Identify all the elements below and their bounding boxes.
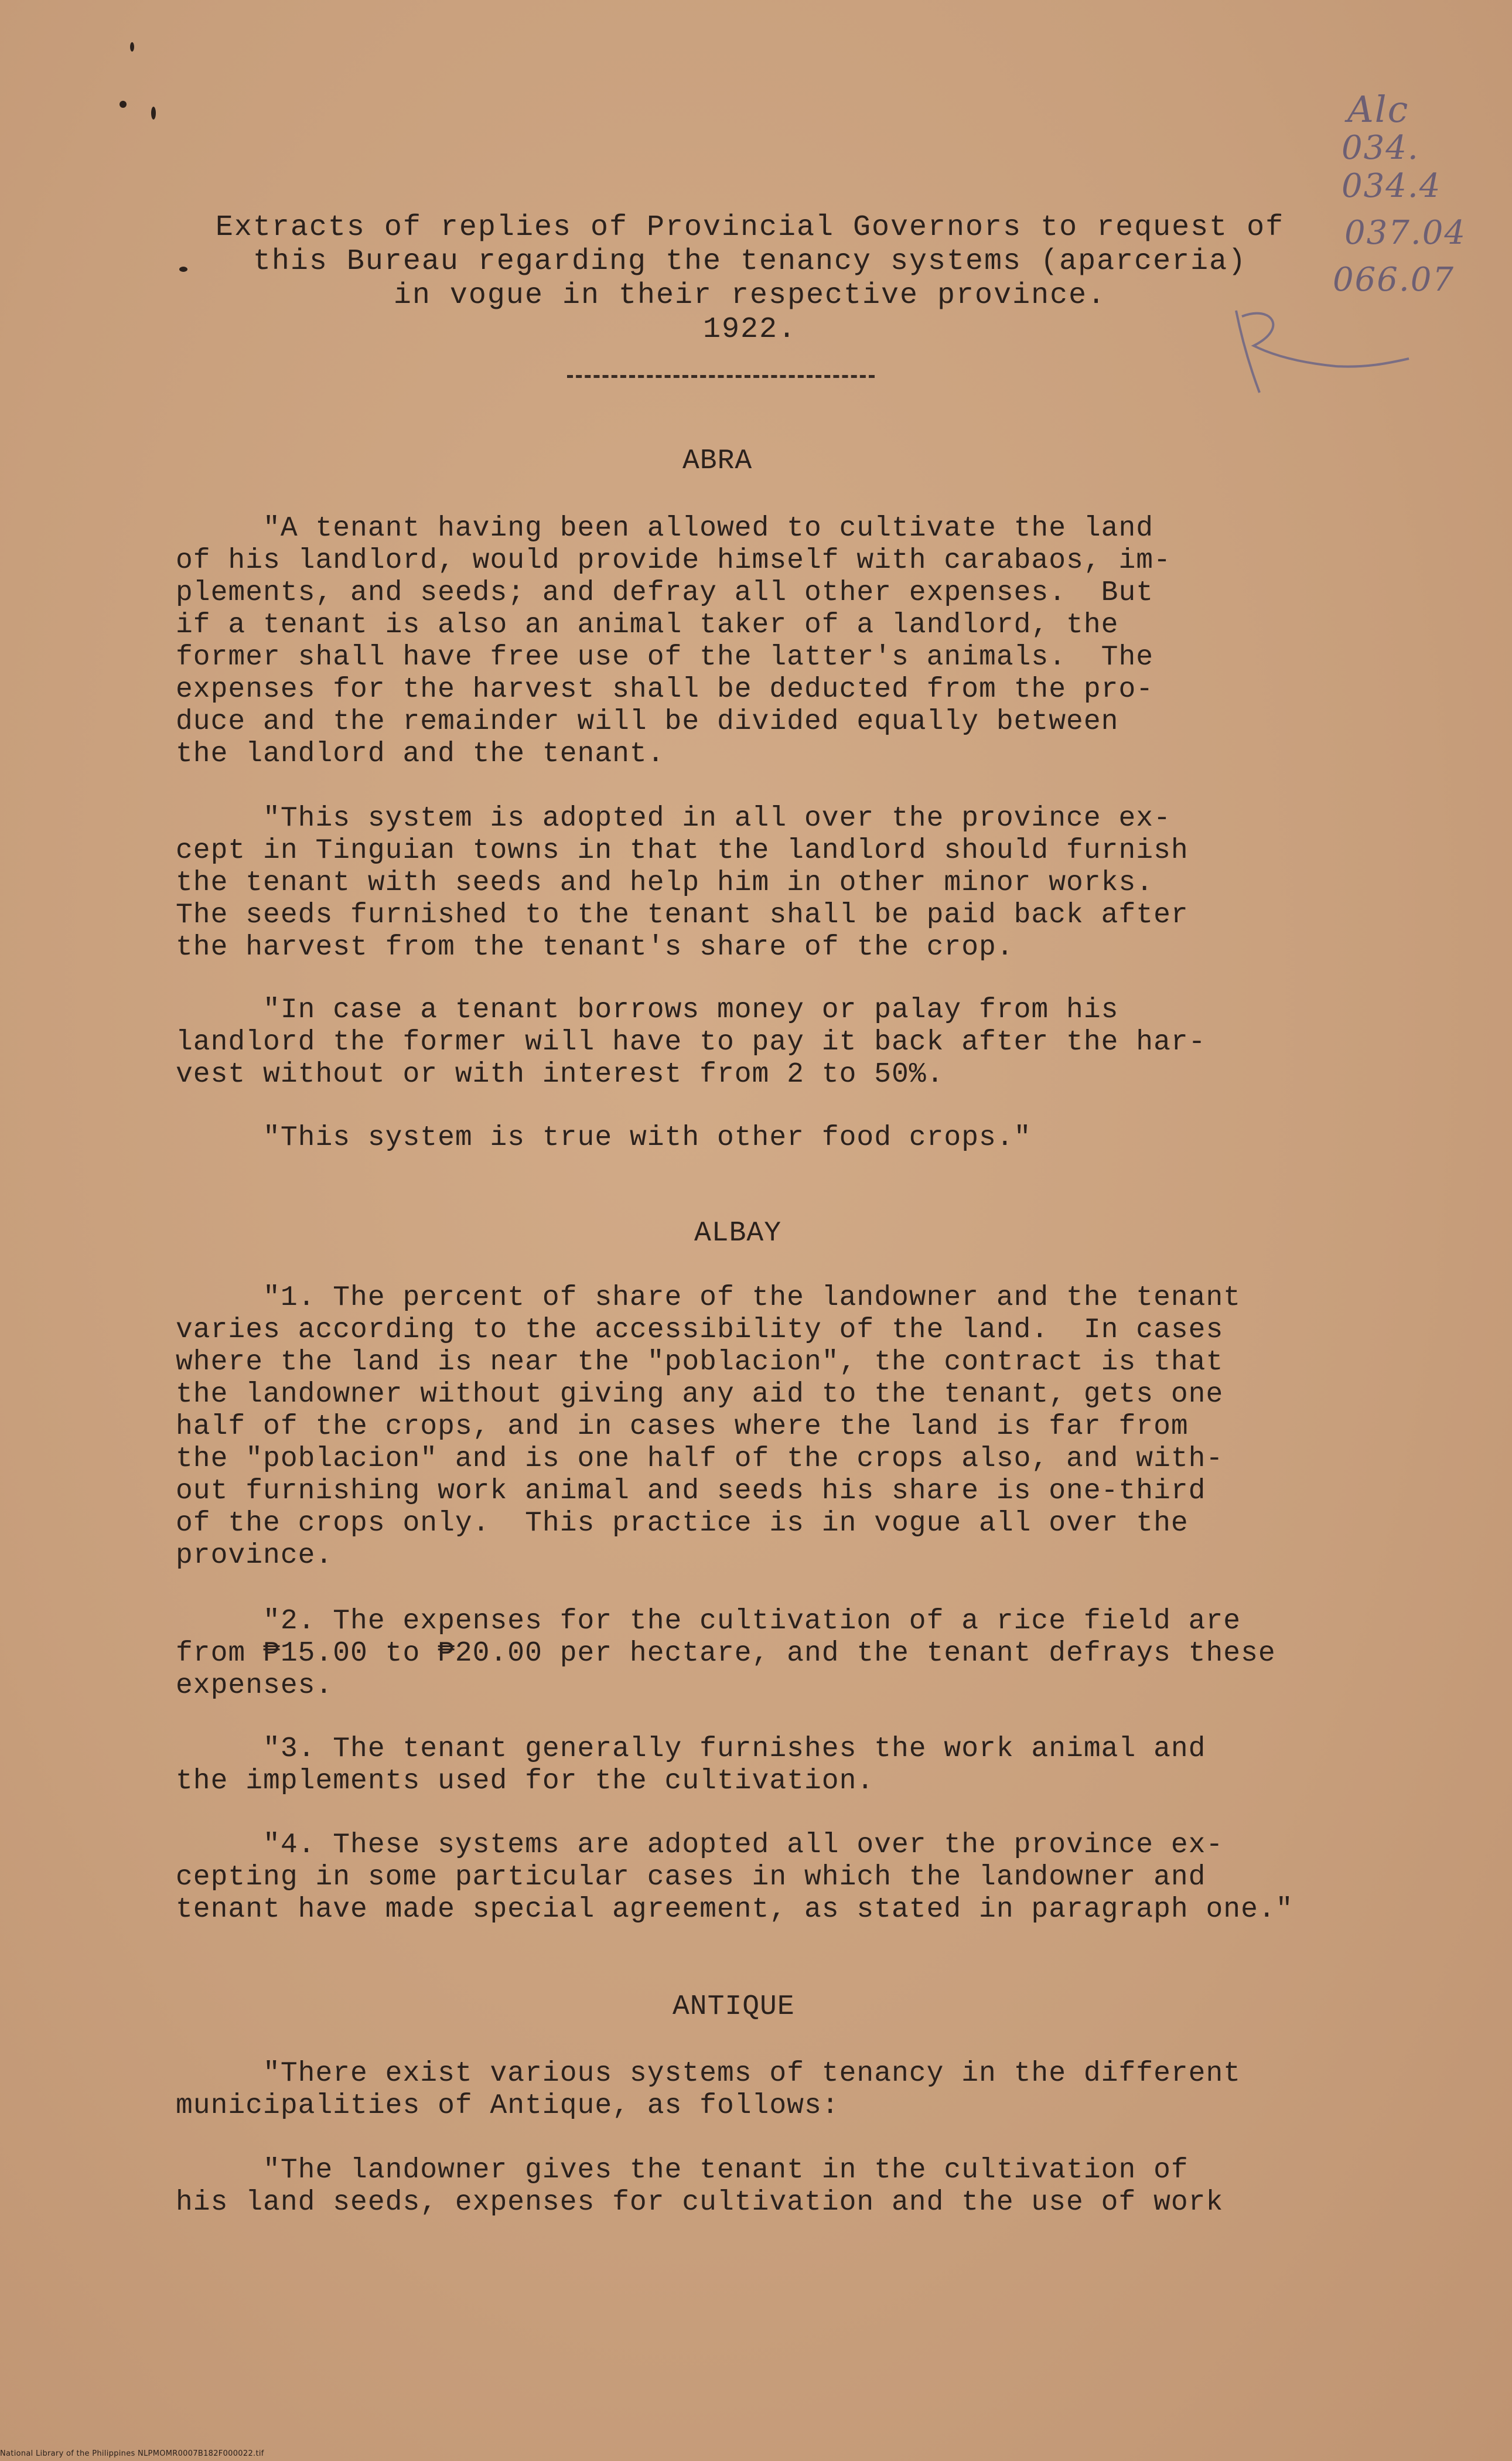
text-line: expenses. (176, 1670, 333, 1702)
text-line: "This system is true with other food crops." (176, 1122, 1032, 1154)
text-line: expenses for the harvest shall be deducted from the pro- (176, 674, 1154, 705)
text-line: tenant have made special agreement, as stated in paragraph one." (176, 1894, 1293, 1925)
text-line: plements, and seeds; and defray all other expenses. But (176, 577, 1154, 609)
ink-speck (151, 107, 156, 120)
albay-paragraph-3 (176, 1733, 1383, 1798)
text-line: from ₱15.00 to ₱20.00 per hectare, and the tenant defrays these (176, 1638, 1276, 1669)
title-line-1: Extracts of replies of Provincial Governors to request of (215, 211, 1285, 244)
scan-footer: National Library of the Philippines NLPMOMR0007B182F000022.tif (0, 2449, 264, 2458)
text-line: former shall have free use of the latter's animals. The (176, 642, 1154, 673)
text-line: "3. The tenant generally furnishes the work animal and (176, 1733, 1206, 1765)
abra-paragraph-4 (176, 1122, 1383, 1154)
text-line: of the crops only. This practice is in vogue all over the (176, 1508, 1189, 1539)
ink-speck (130, 42, 134, 52)
albay-paragraph-2 (176, 1606, 1383, 1702)
title-line-4: 1922. (702, 313, 797, 346)
antique-paragraph-1 (176, 2058, 1383, 2122)
text-line: "1. The percent of share of the landowner and the tenant (176, 1282, 1241, 1314)
text-line: the implements used for the cultivation. (176, 1765, 875, 1797)
text-line: cepting in some particular cases in which the landowner and (176, 1862, 1206, 1893)
margin-note-5: 066.07 (1333, 261, 1455, 299)
text-line: the landowner without giving any aid to the tenant, gets one (176, 1379, 1224, 1410)
text-line: "A tenant having been allowed to cultivate the land (176, 513, 1154, 544)
section-heading-albay: ALBAY (694, 1218, 782, 1249)
text-line: duce and the remainder will be divided equally between (176, 706, 1119, 738)
text-line: "The landowner gives the tenant in the cultivation of (176, 2155, 1189, 2186)
text-line: the harvest from the tenant's share of the crop. (176, 932, 1014, 963)
text-line: The seeds furnished to the tenant shall be paid back after (176, 899, 1189, 931)
title-line-3: in vogue in their respective province. (393, 279, 1107, 312)
margin-note-2: 034. (1342, 129, 1419, 167)
text-line: "There exist various systems of tenancy in the different (176, 2058, 1241, 2090)
text-line: out furnishing work animal and seeds his share is one-third (176, 1475, 1206, 1507)
margin-note-1: Alc (1347, 88, 1409, 131)
text-line: cept in Tinguian towns in that the landlord should furnish (176, 835, 1189, 867)
text-line: municipalities of Antique, as follows: (176, 2090, 839, 2122)
abra-paragraph-3 (176, 994, 1383, 1091)
antique-paragraph-2 (176, 2155, 1383, 2219)
text-line: province. (176, 1540, 333, 1572)
title-divider (567, 375, 875, 378)
ink-speck (120, 101, 127, 108)
title-line-2: this Bureau regarding the tenancy systems (aparceria) (252, 245, 1247, 278)
margin-note-4: 037.04 (1344, 214, 1466, 252)
text-line: "In case a tenant borrows money or palay from his (176, 994, 1119, 1026)
text-line: "4. These systems are adopted all over the province ex- (176, 1829, 1224, 1861)
text-line: the landlord and the tenant. (176, 738, 665, 770)
text-line: where the land is near the "poblacion", the contract is that (176, 1347, 1224, 1378)
albay-paragraph-1 (176, 1282, 1383, 1572)
text-line: "This system is adopted in all over the province ex- (176, 803, 1171, 834)
margin-note-3: 034.4 (1342, 167, 1442, 205)
text-line: vest without or with interest from 2 to 50%. (176, 1059, 944, 1090)
abra-paragraph-1 (176, 513, 1383, 771)
abra-paragraph-2 (176, 803, 1383, 964)
text-line: half of the crops, and in cases where the land is far from (176, 1411, 1189, 1443)
document-title (176, 211, 1324, 347)
text-line: landlord the former will have to pay it back after the har- (176, 1027, 1206, 1058)
text-line: "2. The expenses for the cultivation of a rice field are (176, 1606, 1241, 1637)
text-line: if a tenant is also an animal taker of a landlord, the (176, 609, 1119, 641)
text-line: the "poblacion" and is one half of the crops also, and with- (176, 1443, 1224, 1475)
section-heading-abra: ABRA (682, 445, 753, 477)
section-heading-antique: ANTIQUE (673, 1991, 795, 2023)
text-line: his land seeds, expenses for cultivation and the use of work (176, 2187, 1224, 2218)
text-line: of his landlord, would provide himself with carabaos, im- (176, 545, 1171, 577)
albay-paragraph-4 (176, 1829, 1383, 1926)
text-line: the tenant with seeds and help him in other minor works. (176, 867, 1154, 899)
text-line: varies according to the accessibility of the land. In cases (176, 1314, 1224, 1346)
initial-scribble (1219, 293, 1412, 410)
